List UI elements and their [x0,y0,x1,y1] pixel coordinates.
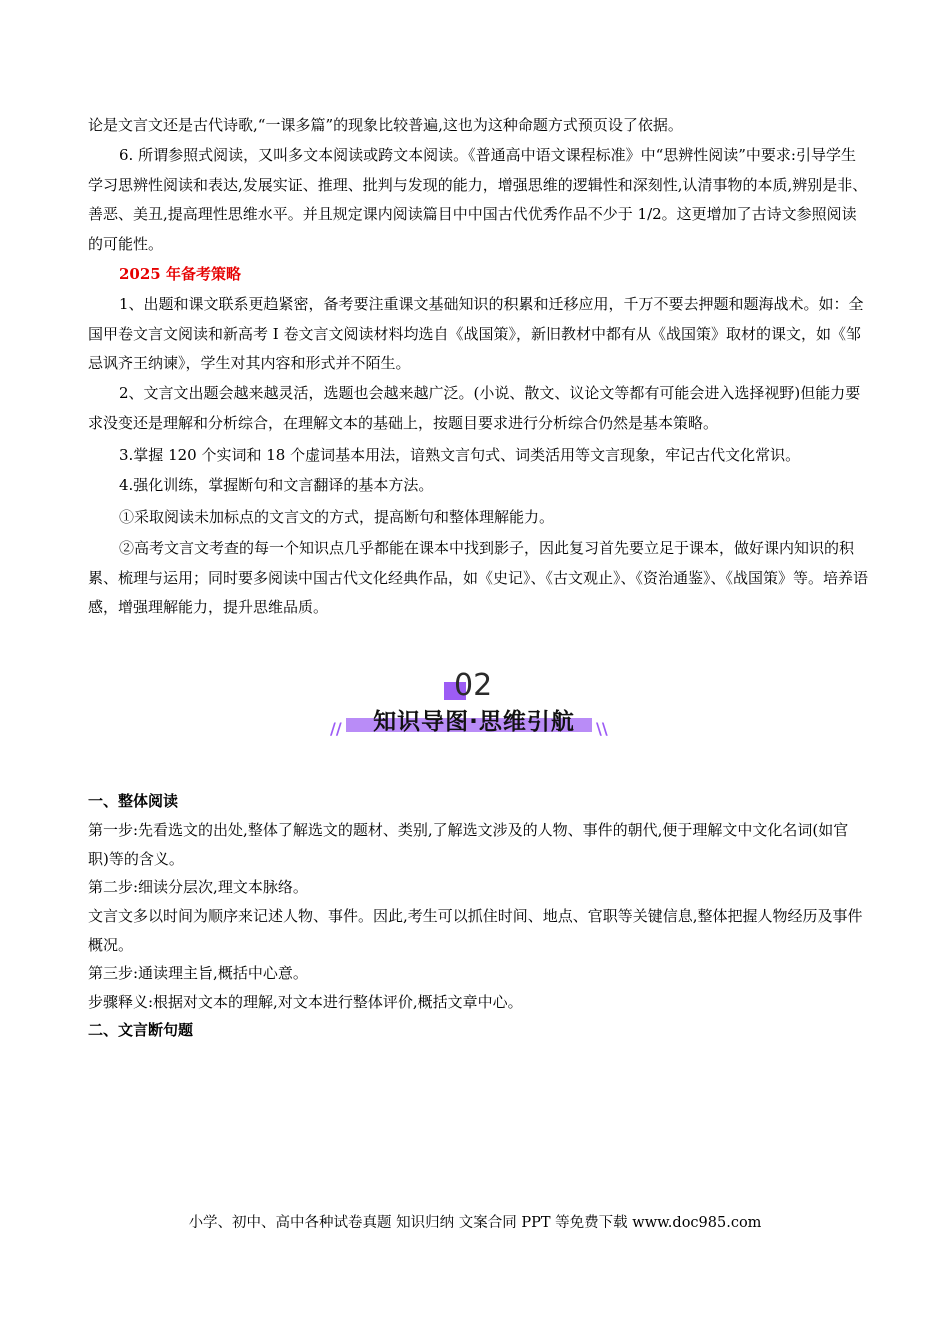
page-footer: 小学、初中、高中各种试卷真题 知识归纳 文案合同 PPT 等免费下载 www.doc985.com [188,1215,762,1231]
strategy-item-1: 1、出题和课文联系更趋紧密，备考要注重课文基础知识的积累和迁移应用，千万不要去押题和题海战术。如：全国甲卷文言文阅读和新高考 I 卷文言文阅读材料均选自《战国策》，新旧教材中都有从《战国策》取材的课文，如《邹忌讽齐王纳谏》，学生对其内容和形式并不陌生。 [88,295,864,372]
step-3-detail: 步骤释义:根据对文本的理解,对文本进行整体评价,概括文章中心。 [88,993,523,1011]
step-2-detail: 文言文多以时间为顺序来记述人物、事件。因此,考生可以抓住时间、地点、官职等关键信息,整体把握人物经历及事件概况。 [88,907,863,954]
strategy-item-3: 3.掌握 120 个实词和 18 个虚词基本用法，谙熟文言句式、词类活用等文言现象，牢记古代文化常识。 [119,446,801,464]
section-heading-overall-reading: 一、整体阅读 [88,792,179,810]
step-3: 第三步:通读理主旨,概括中心意。 [88,964,308,982]
banner-slash-right: \\ [596,719,608,738]
section-banner [330,668,620,748]
step-1: 第一步:先看选文的出处,整体了解选文的题材、类别,了解选文涉及的人物、事件的朝代,便于理解文中文化名词(如官职)等的含义。 [88,821,849,868]
paragraph-intro-continued: 论是文言文还是古代诗歌,“一课多篇”的现象比较普遍,这也为这种命题方式预页设了依据。 [88,116,683,134]
banner-number: 02 [454,668,493,703]
banner-title: 知识导图·思维引航 [373,709,575,735]
strategy-item-4: 4.强化训练，掌握断句和文言翻译的基本方法。 [119,476,434,494]
section-heading-sentence-break: 二、文言断句题 [88,1021,194,1039]
strategy-heading: 2025 年备考策略 [119,265,241,283]
strategy-item-4a: ①采取阅读未加标点的文言文的方式，提高断句和整体理解能力。 [119,508,555,526]
banner-slash-left: // [330,719,342,738]
step-2: 第二步:细读分层次,理文本脉络。 [88,878,308,896]
strategy-item-4b: ②高考文言文考查的每一个知识点几乎都能在课本中找到影子，因此复习首先要立足于课本，做好课内知识的积累、梳理与运用；同时要多阅读中国古代文化经典作品，如《史记》、《古文观止》、《资治通鉴》、《战国策》等。培养语感，增强理解能力，提升思维品质。 [88,539,869,616]
paragraph-item-6: 6. 所谓参照式阅读，又叫多文本阅读或跨文本阅读。《普通高中语文课程标准》中“思辨性阅读”中要求:引导学生学习思辨性阅读和表达,发展实证、推理、批判与发现的能力，增强思维的逻辑性和深刻性,认清事物的本质,辨别是非、善恶、美丑,提高理性思维水平。并且规定课内阅读篇目中中国古代优秀作品不少于 1/2。这更增加了古诗文参照阅读的可能性。 [88,146,868,253]
strategy-item-2: 2、文言文出题会越来越灵活，选题也会越来越广泛。(小说、散文、议论文等都有可能会进入选择视野)但能力要求没变还是理解和分析综合，在理解文本的基础上，按题目要求进行分析综合仍然是基本策略。 [88,384,861,432]
